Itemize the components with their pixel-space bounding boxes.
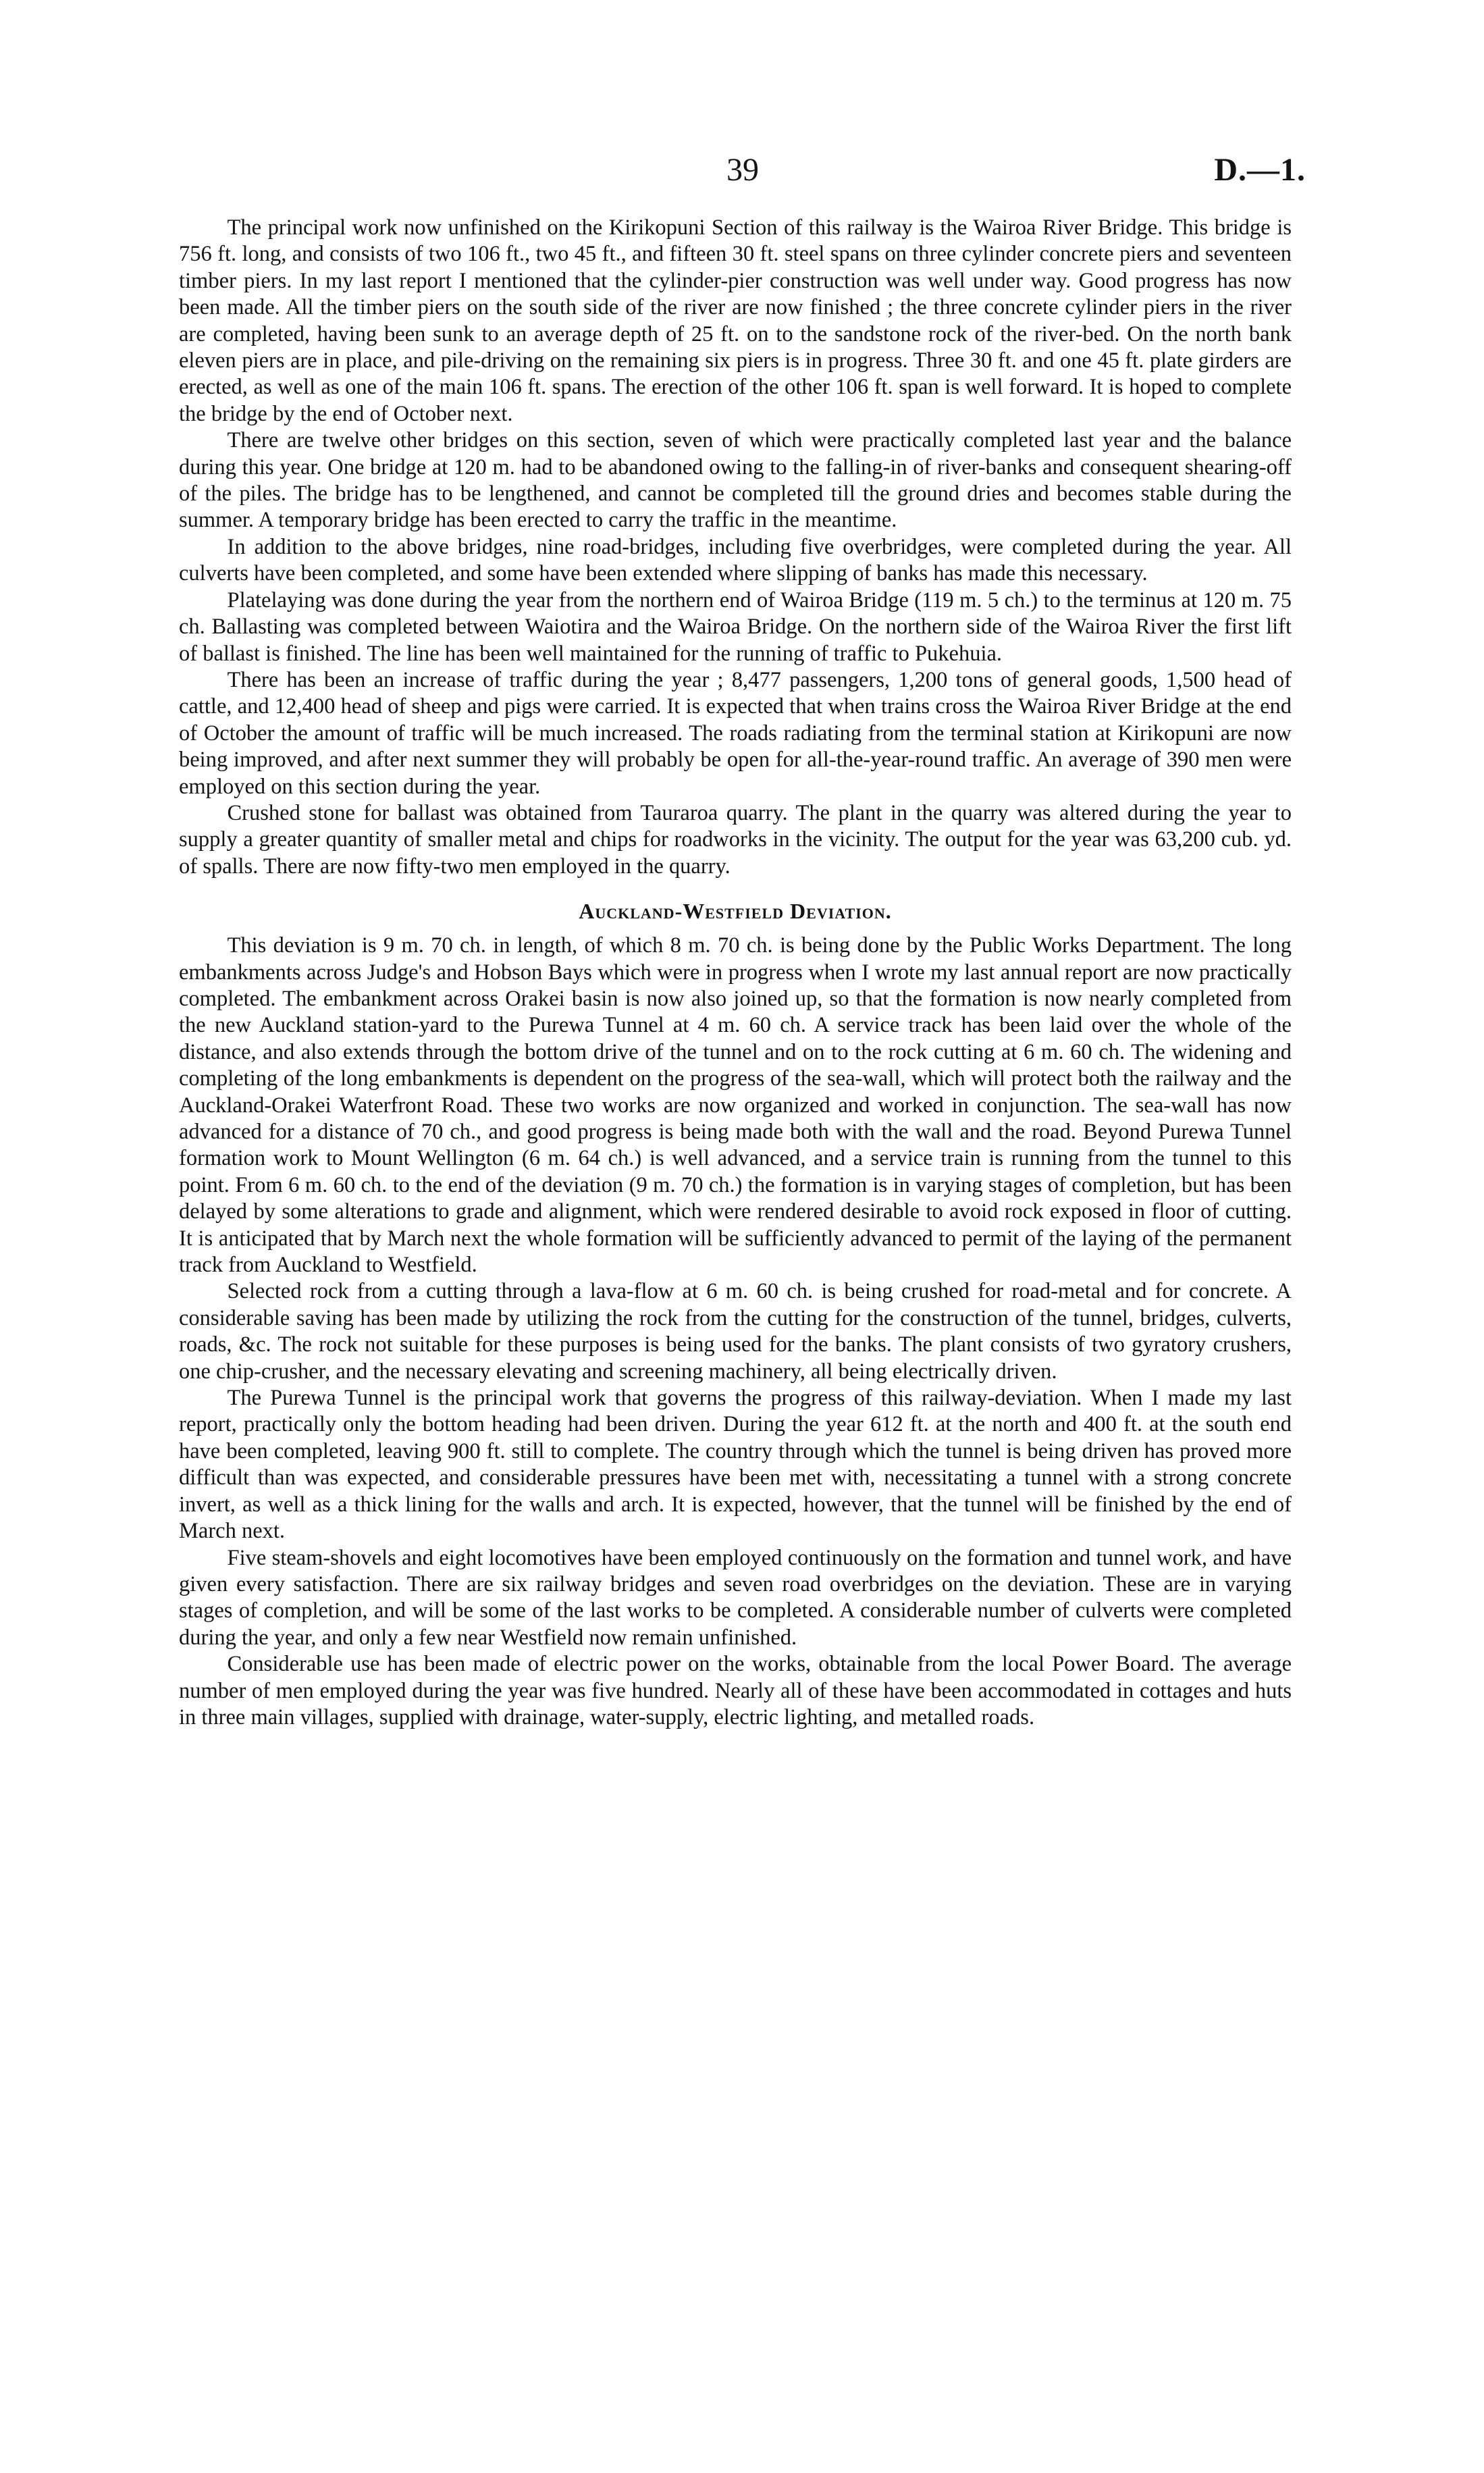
document-reference: D.—1. bbox=[1214, 152, 1306, 188]
section-heading: Auckland-Westfield Deviation. bbox=[579, 899, 892, 924]
body-text bbox=[179, 215, 1292, 1731]
paragraph-plant-bridges: Five steam-shovels and eight locomotives have been employed continuously on the formation and tunnel work, and have given every satisfaction. There are six railway bridges and seven road overbridges on the deviation. These are in varying stages of completion, and will be some of the last works to be completed. A considerable number of culverts were completed during the year, and only a few near Westfield now remain unfinished. bbox=[179, 1545, 1292, 1650]
paragraph-purewa-tunnel: The Purewa Tunnel is the principal work that governs the progress of this railway-deviation. When I made my last report, practically only the bottom heading had been driven. During the year 612 ft. at the north and 400 ft. at the south end have been completed, leaving 900 ft. still to complete. The country through which the tunnel is being driven has proved more difficult than was expected, and considerable pressures have been met with, necessitating a tunnel with a strong concrete invert, as well as a thick lining for the walls and arch. It is expected, however, that the tunnel will be finished by the end of March next. bbox=[179, 1386, 1292, 1544]
paragraph-deviation: This deviation is 9 m. 70 ch. in length, of which 8 m. 70 ch. is being done by the Public Works Department. The long embankments across Judge's and Hobson Bays which were in progress when I wrote my last annual report are now practically completed. The embankment across Orakei basin is now also joined up, so that the formation is now nearly completed from the new Auckland station-yard to the Purewa Tunnel at 4 m. 60 ch. A service track has been laid over the whole of the distance, and also extends through the bottom drive of the tunnel and on to the rock cutting at 6 m. 60 ch. The widening and completing of the long embankments is dependent on the progress of the sea-wall, which will protect both the railway and the Auckland-Orakei Waterfront Road. These two works are now organized and worked in conjunction. The sea-wall has now advanced for a distance of 70 ch., and good progress is being made both with the wall and the road. Beyond Purewa Tunnel formation work to Mount Wellington (6 m. 64 ch.) is well advanced, and a service train is running from the tunnel to this point. From 6 m. 60 ch. to the end of the deviation (9 m. 70 ch.) the formation is in varying stages of completion, but has been delayed by some alterations to grade and alignment, which were rendered desirable to avoid rock exposed in floor of cutting. It is anticipated that by March next the whole formation will be sufficiently advanced to permit of the laying of the permanent track from Auckland to Westfield. bbox=[179, 933, 1292, 1278]
paragraph-rock-crushing: Selected rock from a cutting through a lava-flow at 6 m. 60 ch. is being crushed for road-metal and for concrete. A considerable saving has been made by utilizing the rock from the cutting for the construction of the tunnel, bridges, culverts, roads, &c. The rock not suitable for these purposes is being used for the banks. The plant consists of two gyratory crushers, one chip-crusher, and the necessary elevating and screening machinery, all being electrically driven. bbox=[179, 1279, 1292, 1384]
paragraph-wairoa-bridge: The principal work now unfinished on the Kirikopuni Section of this railway is the Wairoa River Bridge. This bridge is 756 ft. long, and consists of two 106 ft., two 45 ft., and fifteen 30 ft. steel spans on three cylinder concrete piers and seventeen timber piers. In my last report I mentioned that the cylinder-pier construction was well under way. Good progress has now been made. All the timber piers on the south side of the river are now finished ; the three concrete cylinder piers in the river are completed, having been sunk to an average depth of 25 ft. on to the sandstone rock of the river-bed. On the north bank eleven piers are in place, and pile-driving on the remaining six piers is in progress. Three 30 ft. and one 45 ft. plate girders are erected, as well as one of the main 106 ft. spans. The erection of the other 106 ft. span is well forward. It is hoped to complete the bridge by the end of October next. bbox=[179, 215, 1292, 426]
paragraph-other-bridges: There are twelve other bridges on this section, seven of which were practically completed last year and the balance during this year. One bridge at 120 m. had to be abandoned owing to the falling-in of river-banks and consequent shearing-off of the piles. The bridge has to be lengthened, and cannot be completed till the ground dries and becomes stable during the summer. A temporary bridge has been erected to carry the traffic in the meantime. bbox=[179, 428, 1292, 533]
paragraph-road-bridges: In addition to the above bridges, nine road-bridges, including five overbridges, were completed during the year. All culverts have been completed, and some have been extended where slipping of banks has made this necessary. bbox=[179, 534, 1292, 586]
paragraph-quarry: Crushed stone for ballast was obtained from Tauraroa quarry. The plant in the quarry was altered during the year to supply a greater quantity of smaller metal and chips for roadworks in the vicinity. The output for the year was 63,200 cub. yd. of spalls. There are now fifty-two men employed in the quarry. bbox=[179, 800, 1292, 879]
paragraph-electric-power: Considerable use has been made of electric power on the works, obtainable from the local Power Board. The average number of men employed during the year was five hundred. Nearly all of these have been accommodated in cottages and huts in three main villages, supplied with drainage, water-supply, electric lighting, and metalled roads. bbox=[179, 1652, 1292, 1729]
paragraph-traffic: There has been an increase of traffic during the year ; 8,477 passengers, 1,200 tons of general goods, 1,500 head of cattle, and 12,400 head of sheep and pigs were carried. It is expected that when trains cross the Wairoa River Bridge at the end of October the amount of traffic will be much increased. The roads radiating from the terminal station at Kirikopuni are now being improved, and after next summer they will probably be open for all-the-year-round traffic. An average of 390 men were employed on this section during the year. bbox=[179, 667, 1292, 799]
page-number: 39 bbox=[726, 152, 759, 188]
paragraph-platelaying: Platelaying was done during the year from the northern end of Wairoa Bridge (119 m. 5 ch.) to the terminus at 120 m. 75 ch. Ballasting was completed between Waiotira and the Wairoa Bridge. On the northern side of the Wairoa River the first lift of ballast is finished. The line has been well maintained for the running of traffic to Pukehuia. bbox=[179, 588, 1292, 666]
